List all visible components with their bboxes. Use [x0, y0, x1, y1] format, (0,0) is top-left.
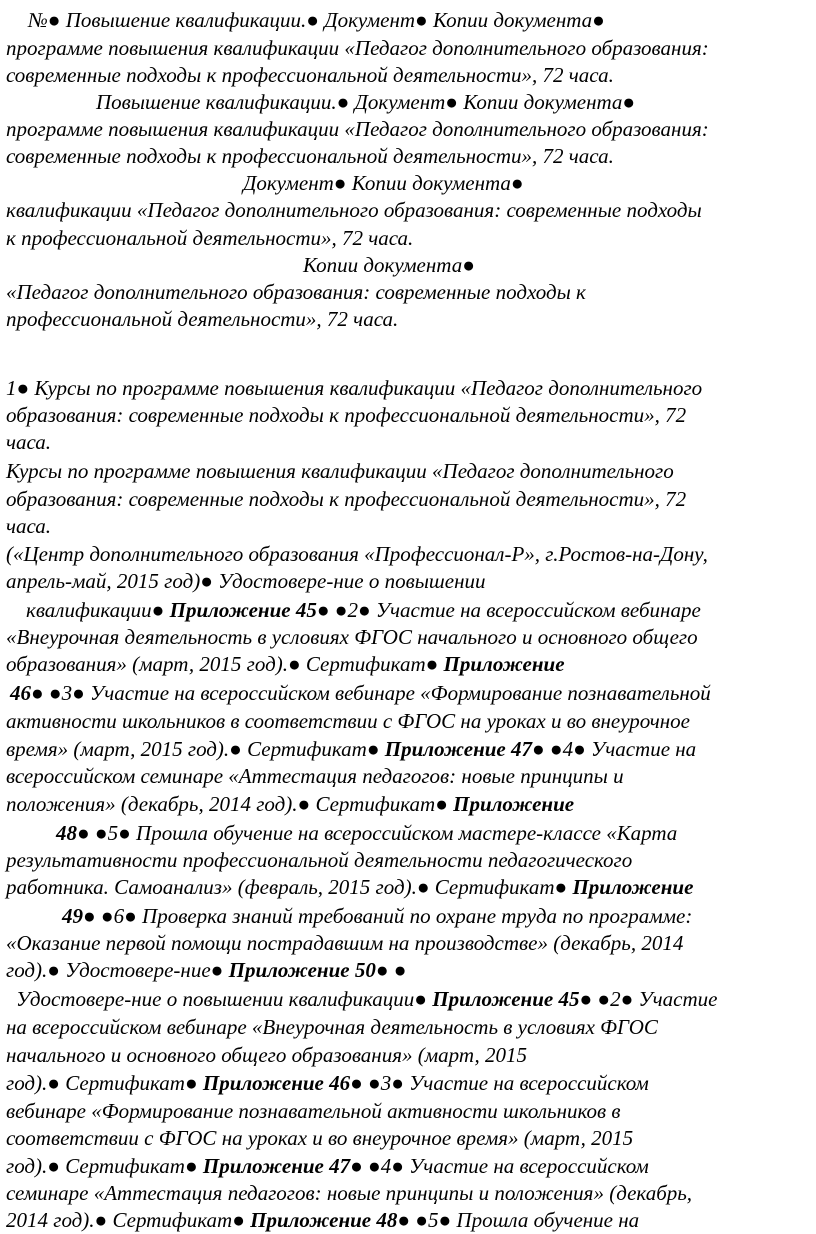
header-line: профессиональной деятельности», 72 часа. — [6, 307, 399, 331]
entry-line: время» (март, 2015 год).● Сертификат● Приложение 47● ●4● Участие на — [6, 737, 697, 761]
appendix-ref: 46● ● — [10, 681, 62, 705]
header-line: современные подходы к профессиональной деятельности», 72 часа. — [6, 144, 614, 168]
appendix-ref: 49● ● — [62, 904, 114, 928]
entry-line: всероссийском семинаре «Аттестация педагогов: новые принципы и — [6, 764, 624, 788]
body-line: часа. — [6, 514, 52, 538]
header-line: Повышение квалификации.● Документ● Копии документа● — [96, 90, 636, 114]
appendix-ref: Приложение — [453, 792, 575, 816]
appendix-ref: Приложение 48● ● — [250, 1208, 428, 1232]
entry-line: 2014 год).● Сертификат● Приложение 48● ●5● Прошла обучение на — [6, 1208, 640, 1232]
entry-line: квалификации● Приложение 45● ●2● Участие на всероссийском вебинаре — [26, 598, 701, 622]
body-line: 1● Курсы по программе повышения квалификации «Педагог дополнительного — [6, 376, 703, 400]
entry-line: Удостовере-ние о повышении квалификации● Приложение 45● ●2● Участие — [16, 987, 718, 1011]
entry-line: результативности профессиональной деятельности педагогического — [6, 848, 633, 872]
entry-line: 48● ●5● Прошла обучение на всероссийском мастере-классе «Карта — [56, 821, 678, 845]
entry-line: «Внеурочная деятельность в условиях ФГОС начального и основного общего — [6, 625, 698, 649]
header-line: «Педагог дополнительного образования: современные подходы к — [6, 280, 586, 304]
entry-line: вебинаре «Формирование познавательной активности школьников в — [6, 1099, 621, 1123]
appendix-ref: Приложение 47● ● — [202, 1154, 381, 1178]
header-line: программе повышения квалификации «Педагог дополнительного образования: — [6, 117, 709, 141]
entry-line: 49● ●6● Проверка знаний требований по охране труда по программе: — [62, 904, 693, 928]
appendix-ref: Приложение 45● ● — [432, 987, 611, 1011]
body-line: образования: современные подходы к профессиональной деятельности», 72 — [6, 403, 687, 427]
header-line: Документ● Копии документа● — [243, 171, 524, 195]
entry-line: положения» (декабрь, 2014 год).● Сертификат● Приложение — [6, 792, 575, 816]
header-line: к профессиональной деятельности», 72 часа. — [6, 226, 414, 250]
body-line: образования: современные подходы к профессиональной деятельности», 72 — [6, 487, 687, 511]
appendix-ref: Приложение 50● ● — [228, 958, 407, 982]
entry-line: образования» (март, 2015 год).● Сертификат● Приложение — [6, 652, 565, 676]
entry-line: год).● Удостовере-ние● Приложение 50● ● — [6, 958, 407, 982]
header-line: современные подходы к профессиональной деятельности», 72 часа. — [6, 63, 614, 87]
entry-line: 46● ●3● Участие на всероссийском вебинаре «Формирование познавательной — [10, 681, 711, 705]
body-line: Курсы по программе повышения квалификации «Педагог дополнительного — [6, 459, 674, 483]
header-line: №● Повышение квалификации.● Документ● Копии документа● — [28, 8, 605, 32]
entry-line: начального и основного общего образования» (март, 2015 — [6, 1043, 528, 1067]
appendix-ref: Приложение 46● ● — [202, 1071, 381, 1095]
entry-line: семинаре «Аттестация педагогов: новые принципы и положения» (декабрь, — [6, 1181, 693, 1205]
body-line: часа. — [6, 430, 52, 454]
entry-line: год).● Сертификат● Приложение 46● ●3● Участие на всероссийском — [6, 1071, 649, 1095]
entry-line: работника. Самоанализ» (февраль, 2015 год).● Сертификат● Приложение — [6, 875, 694, 899]
appendix-ref: Приложение — [572, 875, 694, 899]
header-line: квалификации «Педагог дополнительного образования: современные подходы — [6, 198, 702, 222]
appendix-ref: Приложение 47● ● — [384, 737, 563, 761]
header-line: программе повышения квалификации «Педагог дополнительного образования: — [6, 36, 709, 60]
entry-line: соответствии с ФГОС на уроках и во внеурочное время» (март, 2015 — [6, 1126, 634, 1150]
header-line: Копии документа● — [303, 253, 475, 277]
body-line: («Центр дополнительного образования «Профессионал-Р», г.Ростов-на-Дону, — [6, 542, 708, 566]
entry-line: год).● Сертификат● Приложение 47● ●4● Участие на всероссийском — [6, 1154, 649, 1178]
body-line: апрель-май, 2015 год)● Удостовере-ние о повышении — [6, 569, 486, 593]
entry-line: «Оказание первой помощи пострадавшим на производстве» (декабрь, 2014 — [6, 931, 684, 955]
entry-line: на всероссийском вебинаре «Внеурочная деятельность в условиях ФГОС — [6, 1015, 658, 1039]
appendix-ref: Приложение — [443, 652, 565, 676]
entry-line: активности школьников в соответствии с ФГОС на уроках и во внеурочное — [6, 709, 690, 733]
appendix-ref: 48● ● — [56, 821, 108, 845]
appendix-ref: Приложение 45● ● — [169, 598, 348, 622]
